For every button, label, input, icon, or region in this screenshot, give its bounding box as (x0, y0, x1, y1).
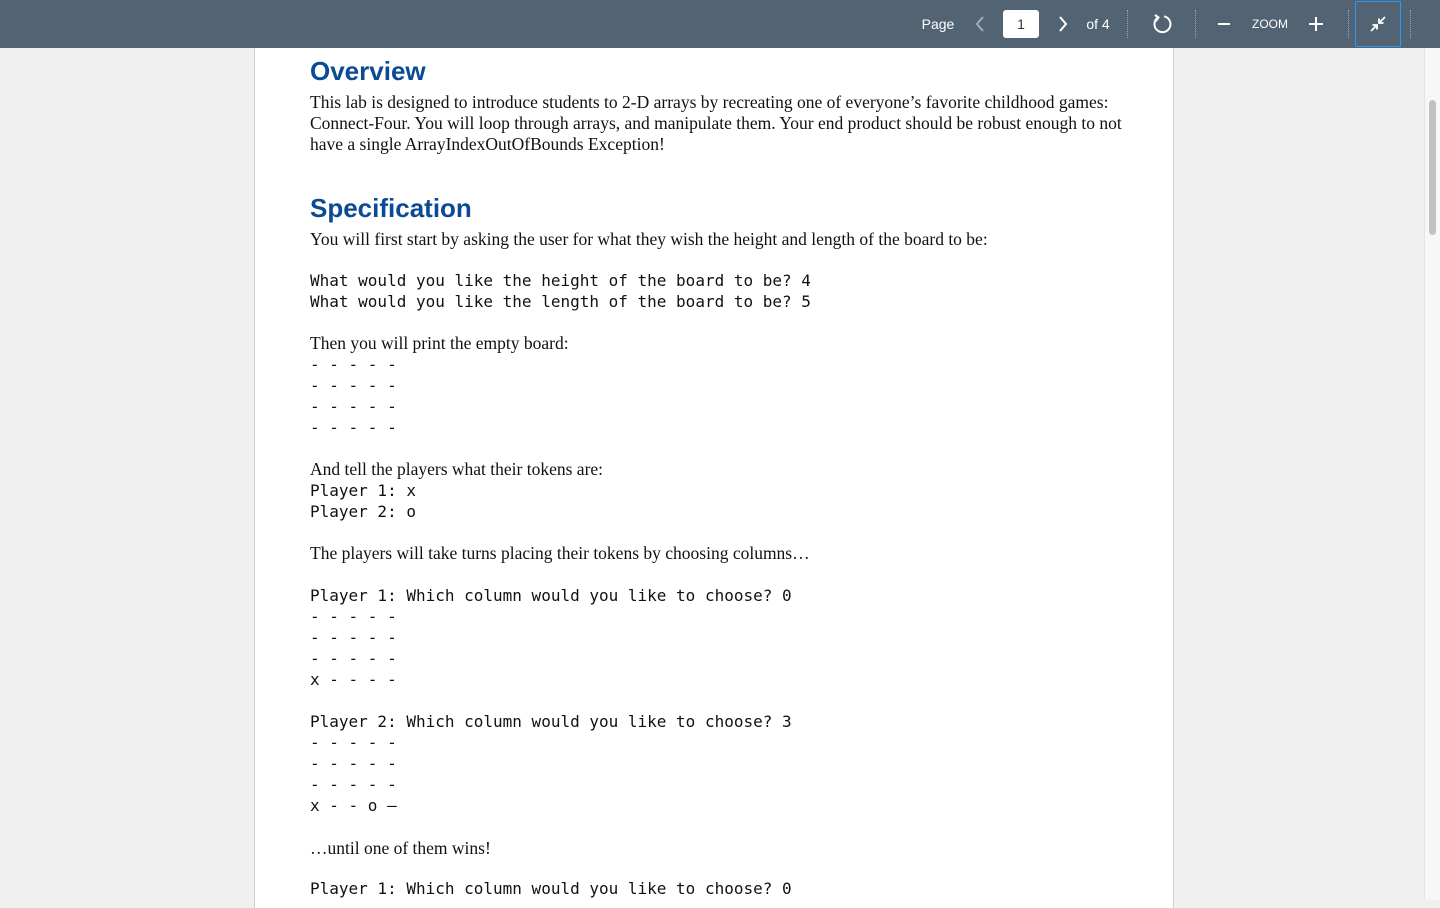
toolbar-divider (1348, 10, 1349, 38)
empty-board-row: - - - - - (310, 376, 397, 395)
overview-paragraph: This lab is designed to introduce students to 2-D arrays by recreating one of everyone’s favorite childhood games: Connect-Four. You will loop through arrays, and manipulate them. Your end product should be robust enough to not have a single ArrayIndexOutOfBounds Exception! (310, 92, 1122, 154)
toolbar-divider (1195, 10, 1196, 38)
empty-board-row: - - - - - (310, 418, 397, 437)
page-label: Page (921, 16, 955, 32)
minus-icon (1216, 16, 1232, 32)
exit-fullscreen-button[interactable] (1355, 1, 1401, 47)
pdf-toolbar (0, 0, 1440, 48)
turn1-board-row: - - - - - (310, 607, 397, 626)
page-number-input[interactable] (1003, 10, 1039, 38)
turn1-board-row: - - - - - (310, 649, 397, 668)
next-page-button[interactable] (1049, 0, 1077, 48)
page-count-label: of 4 (1086, 16, 1110, 32)
turn1-board-row: x - - - - (310, 670, 397, 689)
exit-fullscreen-icon (1369, 15, 1387, 33)
empty-board-row: - - - - - (310, 397, 397, 416)
turn2-board-row: - - - - - (310, 754, 397, 773)
rotate-icon (1151, 13, 1173, 35)
zoom-out-button[interactable] (1210, 0, 1238, 48)
turn1-prompt: Player 1: Which column would you like to choose? 0 (310, 586, 792, 605)
scrollbar-thumb[interactable] (1429, 100, 1436, 235)
player1-token: Player 1: x (310, 481, 416, 500)
specification-heading: Specification (310, 193, 472, 223)
turn2-board-row: - - - - - (310, 733, 397, 752)
turn2-board-row: - - - - - (310, 775, 397, 794)
chevron-left-icon (974, 15, 986, 33)
empty-board-intro: Then you will print the empty board: (310, 333, 569, 353)
rotate-button[interactable] (1146, 0, 1178, 48)
spec-intro: You will first start by asking the user for what they wish the height and length of the board to be: (310, 229, 988, 249)
overview-heading: Overview (310, 56, 426, 86)
toolbar-divider (1127, 10, 1128, 38)
turn2-prompt: Player 2: Which column would you like to choose? 3 (310, 712, 792, 731)
tokens-intro: And tell the players what their tokens are: (310, 459, 604, 479)
plus-icon (1308, 16, 1324, 32)
turn1-board-row: - - - - - (310, 628, 397, 647)
toolbar-divider (1410, 10, 1411, 38)
zoom-in-button[interactable] (1302, 0, 1330, 48)
length-prompt: What would you like the length of the board to be? 5 (310, 292, 811, 311)
previous-page-button[interactable] (966, 0, 994, 48)
chevron-right-icon (1057, 15, 1069, 33)
vertical-scrollbar[interactable] (1424, 48, 1440, 900)
player2-token: Player 2: o (310, 502, 416, 521)
until-win-text: …until one of them wins! (310, 838, 491, 858)
turns-intro: The players will take turns placing their tokens by choosing columns… (310, 543, 810, 563)
zoom-label: ZOOM (1252, 17, 1288, 31)
document-page (254, 48, 1174, 908)
height-prompt: What would you like the height of the board to be? 4 (310, 271, 811, 290)
turn2-board-row: x - - o – (310, 796, 397, 815)
turn3-prompt: Player 1: Which column would you like to choose? 0 (310, 879, 792, 898)
empty-board-row: - - - - - (310, 355, 397, 374)
